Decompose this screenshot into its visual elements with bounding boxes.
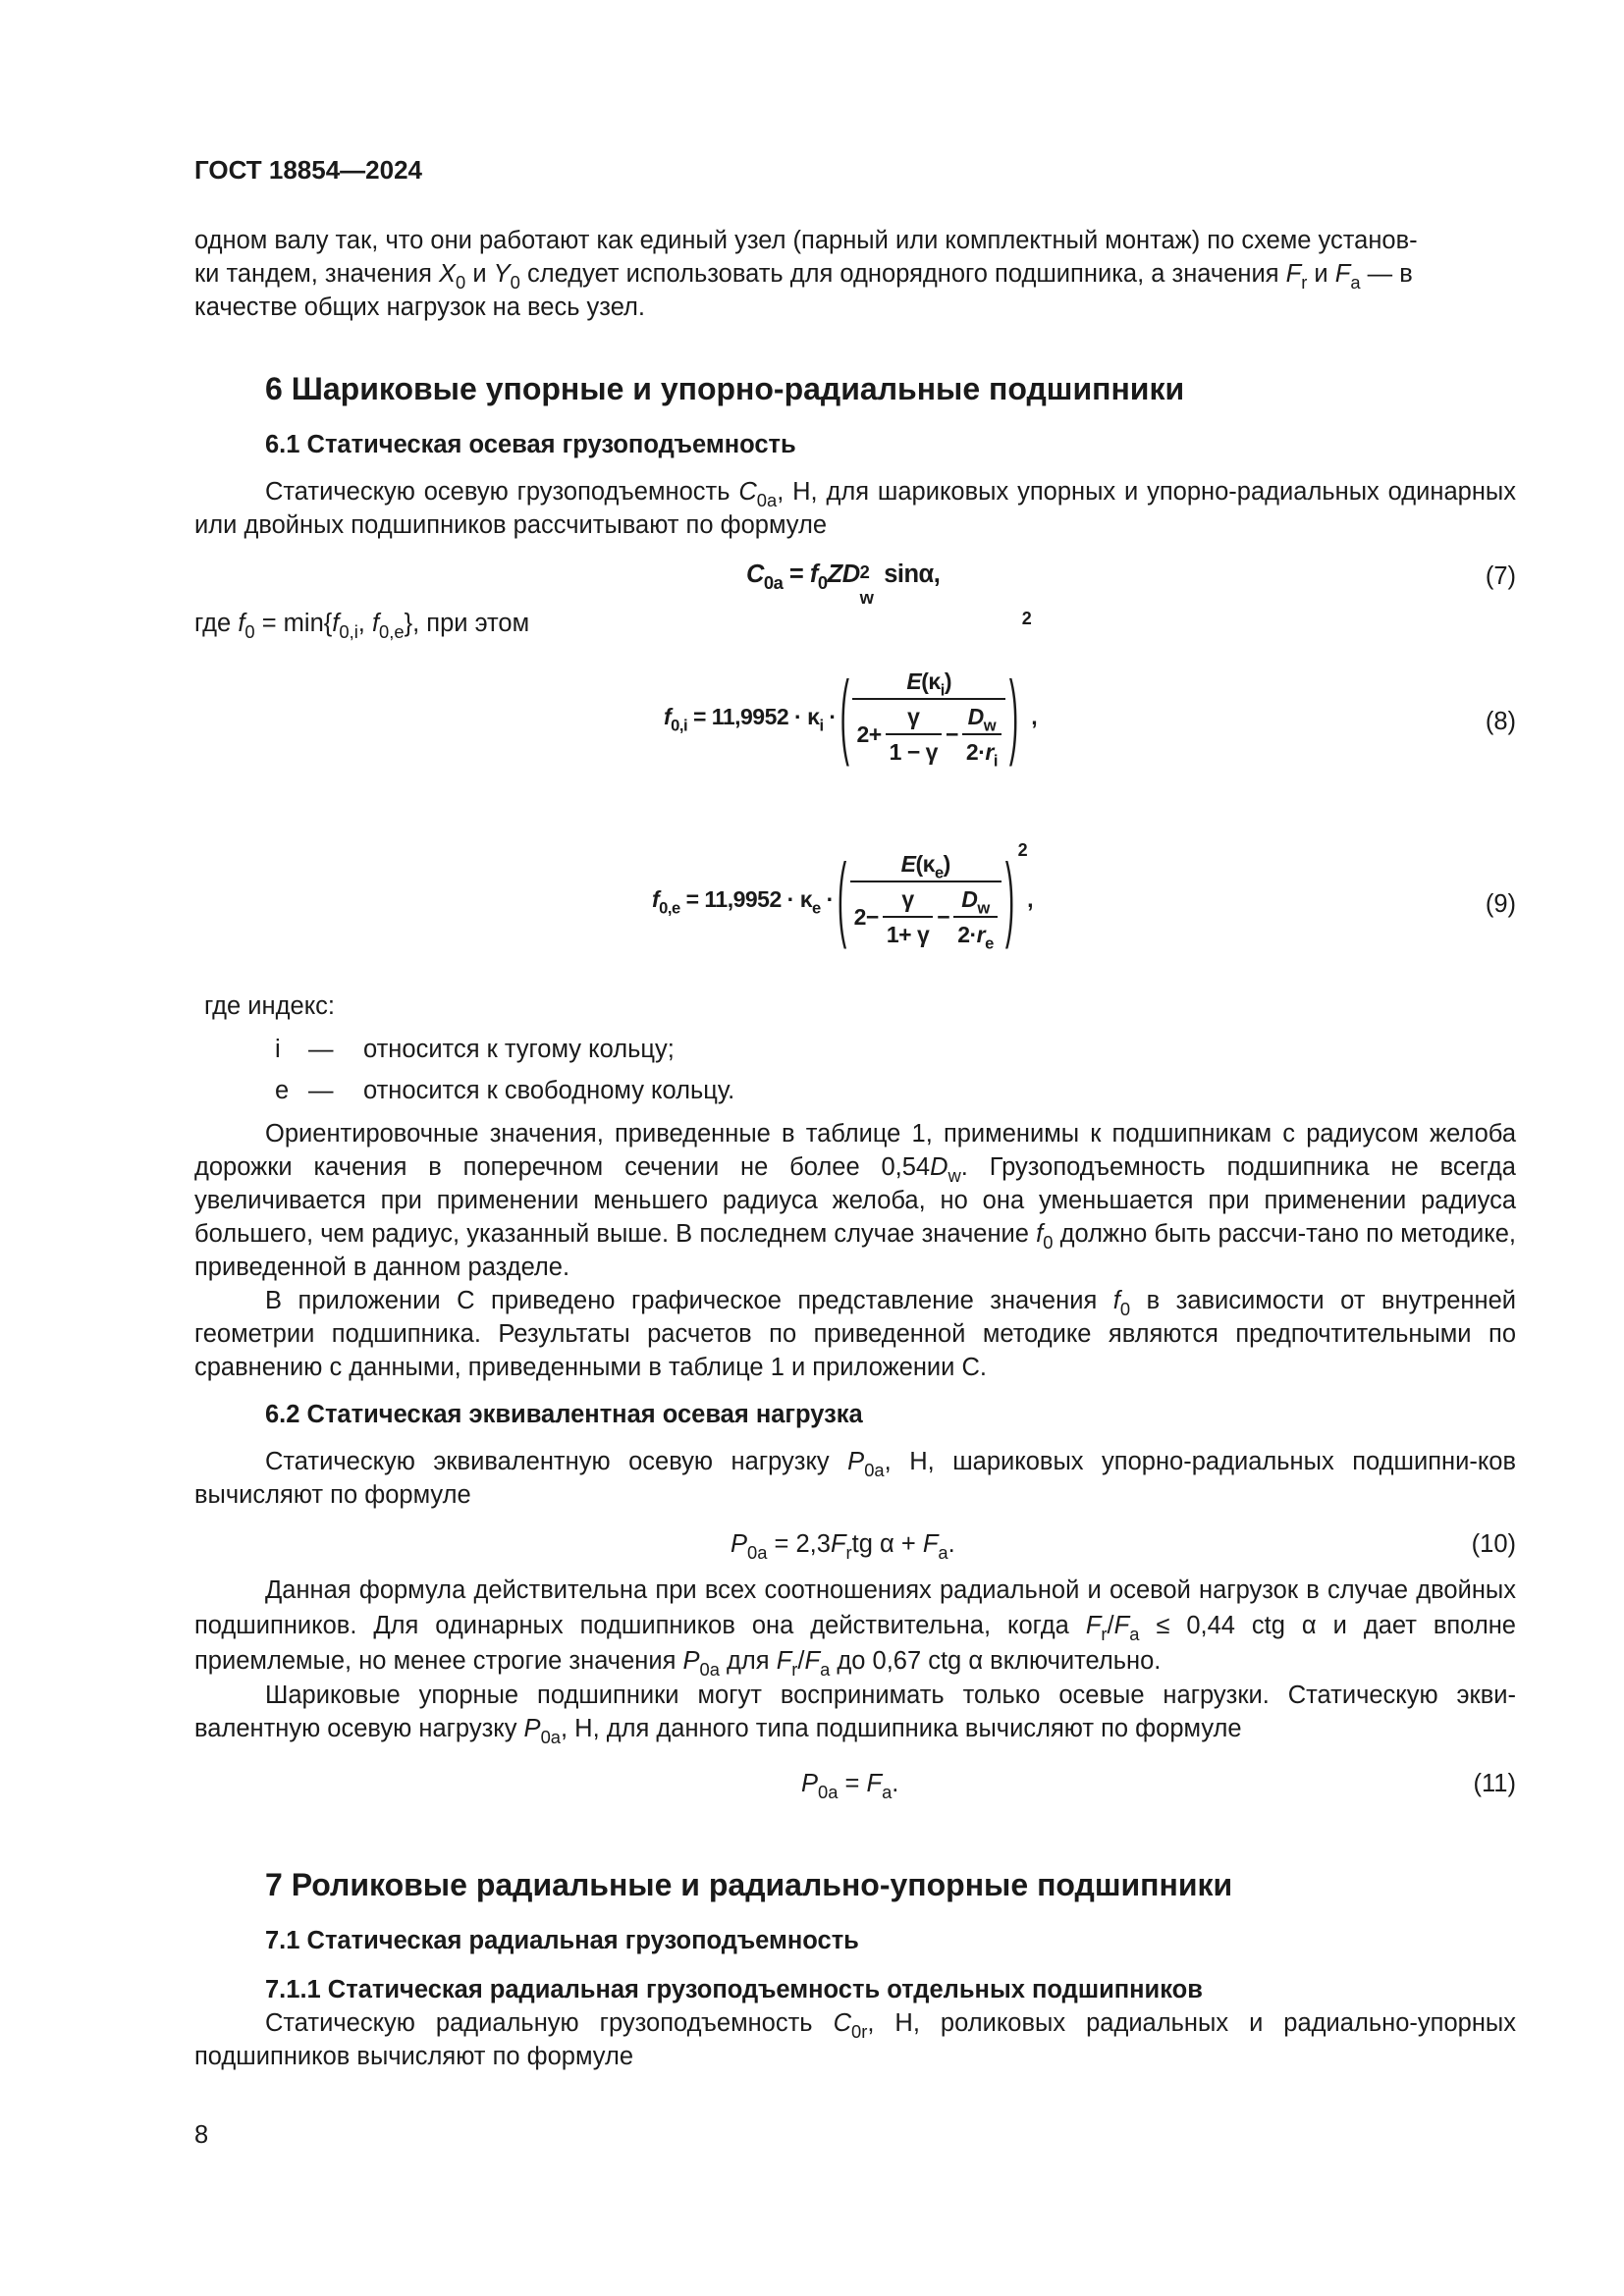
section-6-1-heading: 6.1 Статическая осевая грузоподъемность: [265, 431, 796, 458]
equation-7: $C_{0a} = f_0ZD$ 2 w sinα,: [746, 561, 941, 608]
intro-paragraph: одном валу так, что они работают как единый узел (парный или комплектный монтаж) по схеме установ- ки тандем, значения $X_0$ и $Y_0$ следует использовать для однорядного подшипника, а значения $F_r$ и $F_a$ — в качестве общих нагрузок на весь узел.: [194, 227, 1418, 321]
intro-line-1: одном валу так, что они работают как единый узел (парный или комплектный монтаж) по схеме установ-: [194, 227, 1418, 254]
where-f0-line: где $f_0 = \min\{f_{0,i}$, $f_{0,e}$}, при этом: [194, 610, 530, 642]
equation-10: $P_{0a} = 2,3F_rtg$ $\alpha + F_a$.: [731, 1530, 955, 1563]
equation-11: $P_{0a} = F_a$.: [801, 1770, 899, 1802]
equation-7-number: (7): [1485, 562, 1516, 590]
section-6-1-paragraph: Статическую осевую грузоподъемность $C_{0a}$, Н, для шариковых упорных и упорно-радиальных одинарных или двойных подшипников рассчитывают по формуле: [194, 478, 1516, 539]
page-number: 8: [194, 2121, 209, 2149]
section-7-heading: 7 Роликовые радиальные и радиально-упорные подшипники: [265, 1867, 1233, 1902]
equation-9-number: (9): [1485, 890, 1516, 918]
index-intro: где индекс:: [204, 992, 335, 1020]
legend-row-i: i — относится к тугому кольцу;: [275, 1036, 675, 1063]
orientation-paragraph: Ориентировочные значения, приведенные в таблице 1, применимы к подшипникам с радиусом желоба дорожки качения в поперечном сечении не более $0,54D_w$. Грузоподъемность подшипника не всегда увеличивается при применении меньшего радиуса желоба, но она уменьшается при применении радиуса большего, чем радиус, указанный выше. В последнем случае значение $f_0$ должно быть рассчи-тано по методике, приведенной в данном разделе. В приложении С приведено графическое представление значения $f_0$ в зависимости от внутренней геометрии подшипника. Результаты расчетов по приведенной методике являются предпочтительными по сравнению с данными, приведенными в таблице 1 и приложении С.: [194, 1120, 1517, 1381]
section-6-heading: 6 Шариковые упорные и упорно-радиальные подшипники: [265, 371, 1185, 406]
validity-paragraph: Данная формула действительна при всех соотношениях радиальной и осевой нагрузок в случае двойных подшипников. Для одинарных подшипников она действительна, когда $F_r/F_a \le 0,44$ ctg α и дает вполне приемлемые, но менее строгие значения $P_{0a}$ для $F_r/F_a$ до 0,67 ctg α включительно. Шариковые упорные подшипники могут воспринимать только осевые нагрузки. Статическую экви-валентную осевую нагрузку $P_{0a}$, Н, для данного типа подшипника вычисляют по формуле: [194, 1576, 1516, 1747]
section-7-1-1-heading: 7.1.1 Статическая радиальная грузоподъемность отдельных подшипников: [265, 1976, 1203, 2003]
legend-row-e: e — относится к свободному кольцу.: [275, 1077, 735, 1104]
section-7-1-heading: 7.1 Статическая радиальная грузоподъемность: [265, 1927, 859, 1954]
document-header: ГОСТ 18854—2024: [194, 155, 422, 185]
intro-line-3: качестве общих нагрузок на весь узел.: [194, 294, 646, 321]
section-7-1-1-paragraph: Статическую радиальную грузоподъемность $C_{0r}$, Н, роликовых радиальных и радиально-упорных подшипников вычисляют по формуле: [194, 2009, 1516, 2070]
equation-10-number: (10): [1471, 1530, 1516, 1558]
section-6-2-heading: 6.2 Статическая эквивалентная осевая нагрузка: [265, 1401, 863, 1428]
section-6-2-paragraph: Статическую эквивалентную осевую нагрузку $P_{0a}$, Н, шариковых упорно-радиальных подшипни-ков вычисляют по формуле: [194, 1448, 1517, 1509]
equation-8-number: (8): [1485, 708, 1516, 735]
equation-8: $f_{0,i} = 11,9952 \cdot \kappa_i$ · ( $E(\kappa_i)$ 2+ $\frac{\gamma}{1 - \gamma}$ − $\frac{D_w}{2\cdot r_i}$ ) $^2$ ,: [664, 609, 1038, 771]
equation-9: $f_{0,e} = 11,9952 \cdot \kappa_e$ · ( $E(\kappa_e)$ 2− $\frac{\gamma}{1+ \gamma}$ − $\frac{D_w}{2\cdot r_e}$ ) $^2$ ,: [652, 840, 1034, 953]
equation-11-number: (11): [1473, 1770, 1516, 1797]
